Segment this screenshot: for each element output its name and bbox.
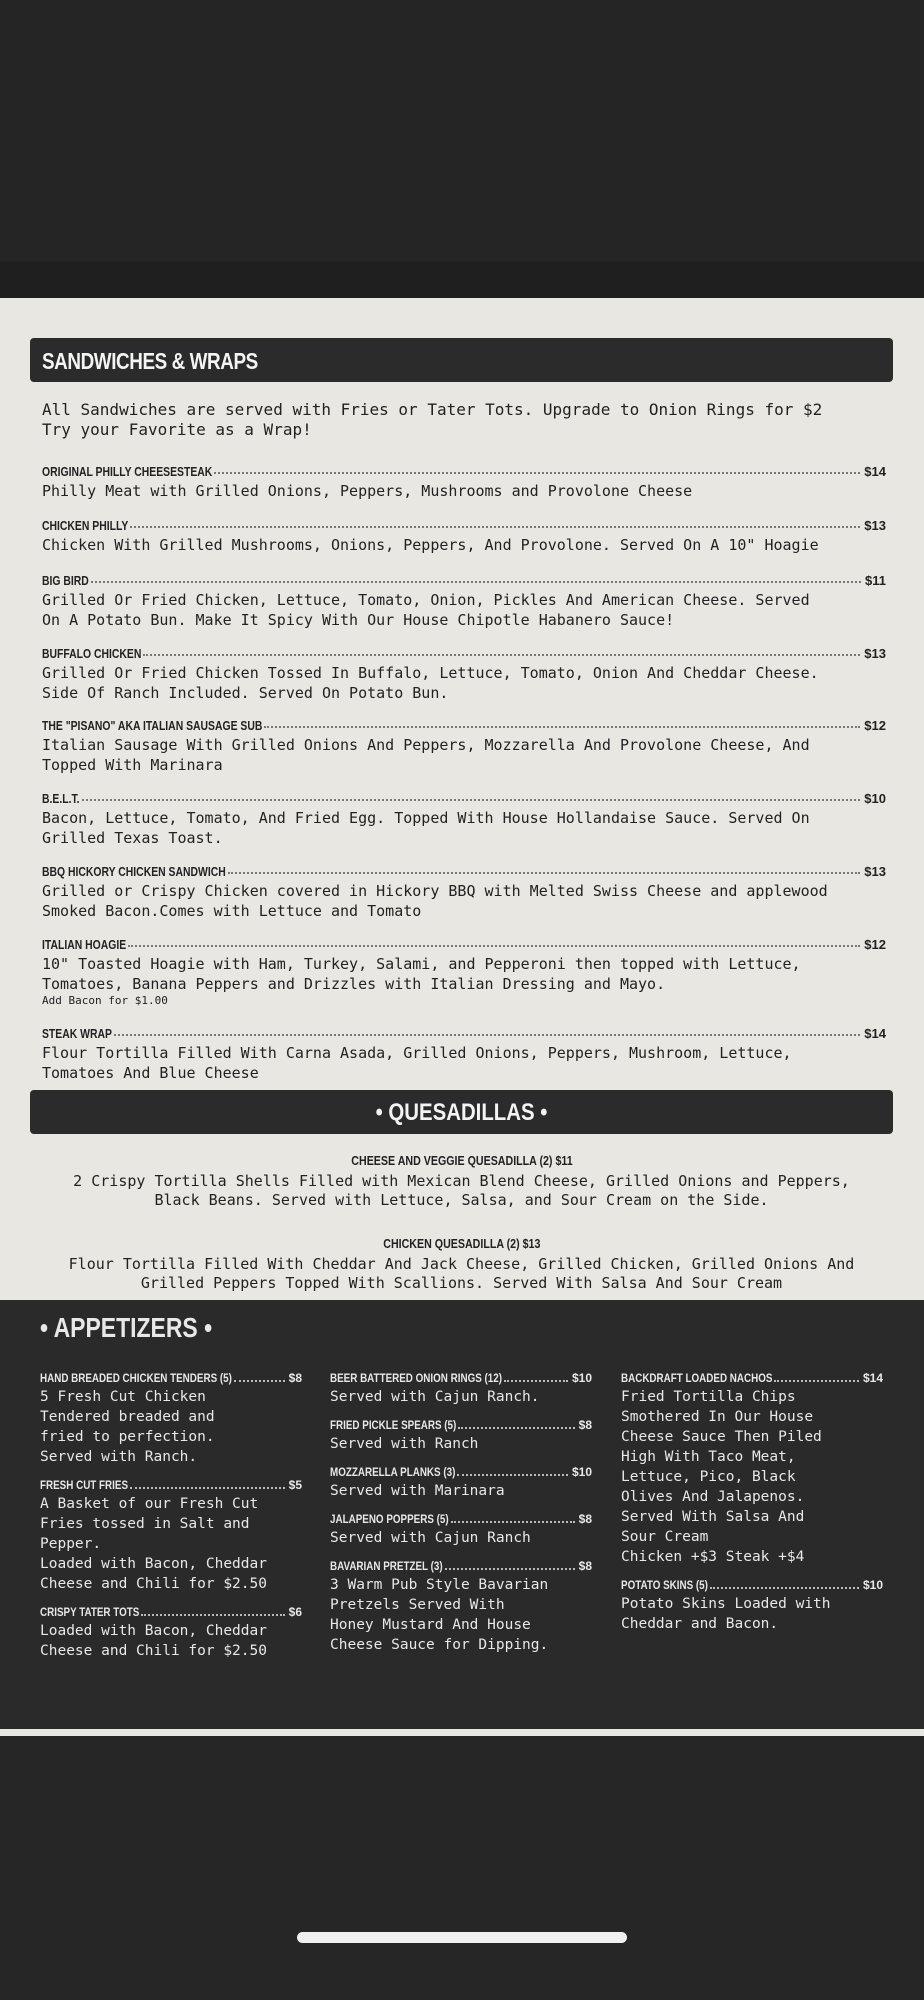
- leader-dots: [141, 1614, 284, 1616]
- appetizer-desc: 3 Warm Pub Style Bavarian Pretzels Served With Honey Mustard And House Cheese Sauce for Dipping.: [330, 1577, 549, 1653]
- home-indicator[interactable]: [297, 1932, 627, 1943]
- appetizer-price: $10: [571, 1465, 592, 1479]
- appetizer-desc: Loaded with Bacon, Cheddar Cheese and Chili for $2.50: [40, 1623, 267, 1659]
- leader-dots: [228, 872, 861, 874]
- quesadilla-desc: 2 Crispy Tortilla Shells Filled with Mexican Blend Cheese, Grilled Onions and Peppers, Black Beans. Served with Lettuce, Salsa, and Sour Cream on the Side.: [73, 1172, 850, 1209]
- appetizer-item: [621, 1577, 883, 1634]
- appetizer-item: [330, 1511, 592, 1548]
- sandwich-desc: Flour Tortilla Filled With Carna Asada, Grilled Onions, Peppers, Mushroom, Lettuce, Tomatoes And Blue Cheese: [42, 1044, 792, 1082]
- appetizer-desc: A Basket of our Fresh Cut Fries tossed in Salt and Pepper. Loaded with Bacon, Cheddar Cheese and Chili for $2.50: [40, 1496, 267, 1592]
- sandwich-item: [42, 935, 886, 1008]
- sandwich-desc: Italian Sausage With Grilled Onions And Peppers, Mozzarella And Provolone Cheese, And Topped With Marinara: [42, 736, 810, 774]
- leader-dots: [451, 1521, 575, 1523]
- appetizer-price: $10: [862, 1578, 883, 1592]
- sandwich-name: BBQ HICKORY CHICKEN SANDWICH: [42, 864, 226, 879]
- appetizer-desc: 5 Fresh Cut Chicken Tendered breaded and fried to perfection. Served with Ranch.: [40, 1389, 215, 1465]
- sandwich-desc: 10" Toasted Hoagie with Ham, Turkey, Salami, and Pepperoni then topped with Lettuce, Tomatoes, Banana Peppers and Drizzles with Italian Dressing and Mayo.: [42, 955, 801, 993]
- leader-dots: [114, 1034, 860, 1036]
- sandwich-item: [42, 716, 886, 775]
- sandwich-price: $14: [864, 464, 886, 479]
- appetizer-item: [40, 1370, 302, 1467]
- appetizer-price: $6: [288, 1605, 302, 1619]
- sandwich-name: ORIGINAL PHILLY CHEESESTEAK: [42, 464, 213, 479]
- appetizer-name: FRESH CUT FRIES: [40, 1478, 129, 1492]
- quesadillas-title: • QUESADILLAS •: [375, 1099, 548, 1126]
- appetizer-name: HAND BREADED CHICKEN TENDERS (5): [40, 1371, 232, 1385]
- sandwich-price: $12: [864, 718, 886, 733]
- appetizer-item: [330, 1370, 592, 1407]
- sandwich-name: B.E.L.T.: [42, 791, 80, 806]
- sandwich-addon: Add Bacon for $1.00: [42, 994, 168, 1007]
- appetizer-price: $8: [578, 1512, 592, 1526]
- appetizer-item: [40, 1604, 302, 1661]
- sandwich-price: $13: [864, 864, 886, 879]
- sandwich-item: [42, 862, 886, 921]
- sandwich-name: BIG BIRD: [42, 573, 89, 588]
- appetizer-desc: Potato Skins Loaded with Cheddar and Bacon.: [621, 1596, 831, 1632]
- sandwich-item: [42, 516, 886, 555]
- appetizer-price: $8: [578, 1418, 592, 1432]
- appetizer-desc: Fried Tortilla Chips Smothered In Our House Cheese Sauce Then Piled High With Taco Meat, Lettuce, Pico, Black Olives And Jalapenos. Served With Salsa And Sour Cream Chicken +$3 Steak +$4: [621, 1389, 822, 1565]
- appetizer-price: $10: [571, 1371, 592, 1385]
- appetizers-column-1: [40, 1370, 302, 1671]
- sandwich-name: BUFFALO CHICKEN: [42, 646, 142, 661]
- leader-dots: [128, 945, 860, 947]
- top-dark-area: [0, 0, 924, 262]
- leader-dots: [234, 1380, 285, 1382]
- leader-dots: [91, 581, 861, 583]
- sandwich-desc: Grilled Or Fried Chicken, Lettuce, Tomato, Onion, Pickles And American Cheese. Served On A Potato Bun. Make It Spicy With Our House Chipotle Habanero Sauce!: [42, 591, 810, 629]
- sandwich-desc: Philly Meat with Grilled Onions, Peppers, Mushrooms and Provolone Cheese: [42, 482, 693, 500]
- quesadilla-title: CHICKEN QUESADILLA (2) $13: [382, 1236, 541, 1251]
- sandwiches-header: [30, 338, 893, 382]
- appetizer-desc: Served with Cajun Ranch.: [330, 1389, 540, 1405]
- top-dark-strip: [0, 262, 924, 298]
- appetizer-price: $14: [862, 1371, 883, 1385]
- appetizer-desc: Served with Marinara: [330, 1483, 505, 1499]
- sandwich-desc: Grilled Or Fried Chicken Tossed In Buffalo, Lettuce, Tomato, Onion And Cheddar Cheese. Side Of Ranch Included. Served On Potato Bun.: [42, 664, 819, 702]
- sandwich-price: $11: [865, 573, 886, 588]
- quesadillas-header: [30, 1090, 893, 1134]
- appetizer-price: $8: [288, 1371, 302, 1385]
- appetizer-name: BEER BATTERED ONION RINGS (12): [330, 1371, 503, 1385]
- appetizers-title: • APPETIZERS •: [40, 1312, 213, 1343]
- appetizer-name: FRIED PICKLE SPEARS (5): [330, 1418, 457, 1432]
- sandwich-price: $13: [864, 646, 886, 661]
- sandwich-item: [42, 644, 886, 703]
- sandwich-name: ITALIAN HOAGIE: [42, 937, 127, 952]
- sandwich-name: CHICKEN PHILLY: [42, 518, 129, 533]
- leader-dots: [214, 472, 860, 474]
- sandwich-price: $13: [864, 518, 886, 533]
- appetizers-column-2: [330, 1370, 592, 1665]
- sandwich-desc: Chicken With Grilled Mushrooms, Onions, Peppers, And Provolone. Served On A 10" Hoagie: [42, 536, 819, 554]
- appetizer-desc: Served with Ranch: [330, 1436, 479, 1452]
- leader-dots: [504, 1380, 568, 1382]
- appetizer-price: $8: [578, 1559, 592, 1573]
- sandwich-desc: Bacon, Lettuce, Tomato, And Fried Egg. Topped With House Hollandaise Sauce. Served On Grilled Texas Toast.: [42, 809, 810, 847]
- appetizers-column-3: [621, 1370, 883, 1644]
- sandwich-desc: Grilled or Crispy Chicken covered in Hickory BBQ with Melted Swiss Cheese and applewood Smoked Bacon.Comes with Lettuce and Tomato: [42, 882, 828, 920]
- leader-dots: [130, 1487, 285, 1489]
- appetizer-desc: Served with Cajun Ranch: [330, 1530, 531, 1546]
- appetizer-item: [621, 1370, 883, 1567]
- appetizer-item: [40, 1477, 302, 1594]
- quesadilla-item: [30, 1236, 893, 1293]
- quesadilla-desc: Flour Tortilla Filled With Cheddar And Jack Cheese, Grilled Chicken, Grilled Onions And Grilled Peppers Topped With Scallions. Served With Salsa And Sour Cream: [68, 1255, 855, 1292]
- appetizer-item: [330, 1558, 592, 1655]
- sandwich-name: THE "PISANO" AKA ITALIAN SAUSAGE SUB: [42, 718, 263, 733]
- leader-dots: [264, 726, 860, 728]
- appetizer-name: JALAPENO POPPERS (5): [330, 1512, 449, 1526]
- sandwich-price: $12: [864, 937, 886, 952]
- leader-dots: [130, 526, 860, 528]
- appetizers-panel: [0, 1300, 924, 1729]
- sandwich-item: [42, 789, 886, 848]
- leader-dots: [82, 799, 861, 801]
- sandwich-price: $14: [864, 1026, 886, 1041]
- leader-dots: [457, 1474, 568, 1476]
- leader-dots: [774, 1380, 859, 1382]
- appetizer-item: [330, 1464, 592, 1501]
- quesadilla-title: CHEESE AND VEGGIE QUESADILLA (2) $11: [350, 1153, 573, 1168]
- leader-dots: [458, 1427, 574, 1429]
- appetizer-price: $5: [288, 1478, 302, 1492]
- sandwich-item: [42, 571, 886, 630]
- sandwich-item: [42, 1024, 886, 1083]
- leader-dots: [143, 654, 860, 656]
- sandwich-item: [42, 462, 886, 501]
- appetizer-name: MOZZARELLA PLANKS (3): [330, 1465, 456, 1479]
- sandwich-price: $10: [864, 791, 886, 806]
- appetizer-name: CRISPY TATER TOTS: [40, 1605, 140, 1619]
- leader-dots: [710, 1587, 859, 1589]
- appetizer-item: [330, 1417, 592, 1454]
- quesadilla-item: [30, 1153, 893, 1210]
- appetizer-name: BACKDRAFT LOADED NACHOS: [621, 1371, 773, 1385]
- leader-dots: [445, 1568, 575, 1570]
- sandwiches-title: SANDWICHES & WRAPS: [42, 348, 258, 374]
- sandwich-name: STEAK WRAP: [42, 1026, 112, 1041]
- appetizer-name: POTATO SKINS (5): [621, 1578, 708, 1592]
- sandwiches-intro: All Sandwiches are served with Fries or Tater Tots. Upgrade to Onion Rings for $2 Try your Favorite as a Wrap!: [42, 400, 823, 439]
- appetizer-name: BAVARIAN PRETZEL (3): [330, 1559, 443, 1573]
